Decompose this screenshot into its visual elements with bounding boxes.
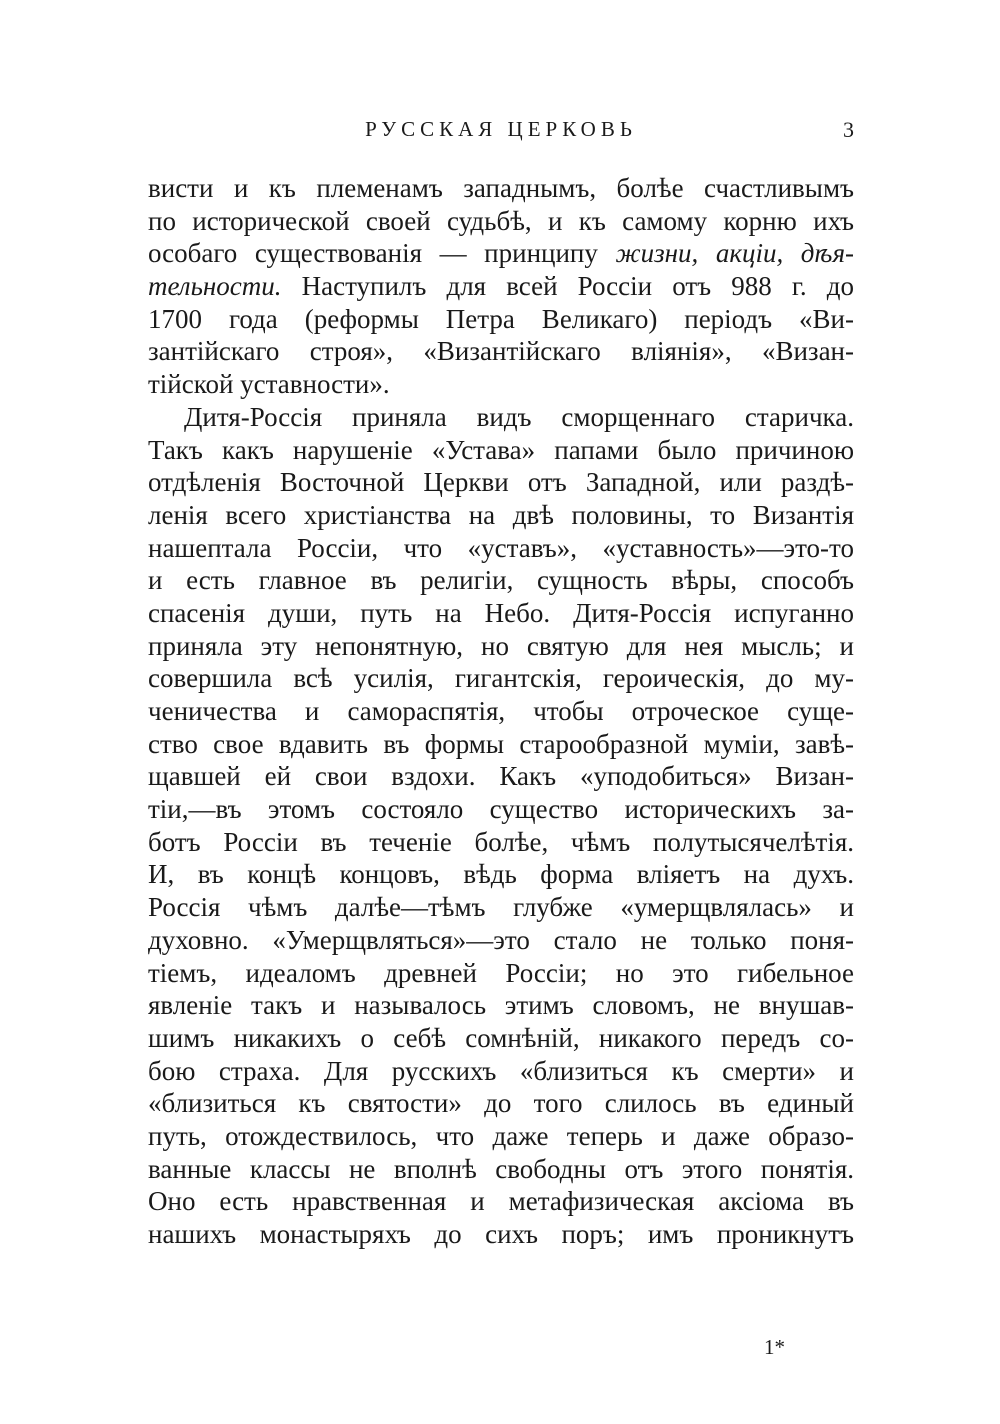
text-line: И, въ концѣ концовъ, вѣдь форма вліяетъ на духъ. — [148, 859, 854, 890]
text-line: ленія всего христіанства на двѣ половины, то Византія — [148, 499, 854, 530]
text-line-plain: Наступилъ для всей Россіи отъ 988 г. до — [281, 271, 854, 302]
text-line-italic: жизни, акціи, дѣя- — [615, 238, 854, 269]
text-line: Такъ какъ нарушеніе «Устава» папами было причиною — [148, 434, 854, 465]
text-line: тіи,—въ этомъ состояло существо историческихъ за- — [148, 794, 854, 825]
text-line: тійской уставности». — [148, 369, 390, 400]
text-line — [148, 270, 854, 303]
text-line: духовно. «Умерщвляться»—это стало не только поня- — [148, 924, 854, 955]
text-line: шимъ никакихъ о себѣ сомнѣній, никакого передъ со- — [148, 1022, 854, 1053]
text-line: 1700 года (реформы Петра Великаго) періодъ «Ви- — [148, 303, 854, 334]
text-line: путь, отождествилось, что даже теперь и даже образо- — [148, 1120, 854, 1151]
signature-mark: 1* — [764, 1335, 785, 1359]
text-line: по исторической своей судьбѣ, и къ самому корню ихъ — [148, 205, 854, 236]
text-line: бою страха. Для русскихъ «близиться къ смерти» и — [148, 1055, 854, 1086]
body-text — [148, 172, 854, 1251]
text-line: ботъ Россіи въ теченіе болѣе, чѣмъ полутысячелѣтія. — [148, 826, 854, 857]
text-line: тіемъ, идеаломъ древней Россіи; но это гибельное — [148, 957, 854, 988]
text-line: отдѣленія Восточной Церкви отъ Западной, или раздѣ- — [148, 467, 854, 498]
text-line: ченичества и самораспятія, чтобы отроческое суще- — [148, 696, 854, 726]
text-line: нашептала Россіи, что «уставъ», «уставность»—это-то — [148, 532, 854, 563]
text-line — [148, 237, 854, 270]
paragraph-first-line: Дитя-Россія приняла видъ сморщеннаго старичка. — [184, 401, 854, 432]
running-head — [148, 117, 854, 147]
text-line: зантійскаго строя», «Византійскаго вліянія», «Визан- — [148, 336, 854, 367]
text-line: и есть главное въ религіи, сущность вѣры, способъ — [148, 565, 854, 596]
text-line: Оно есть нравственная и метафизическая аксіома въ — [148, 1186, 854, 1217]
text-line: приняла эту непонятную, но святую для нея мысль; и — [148, 630, 854, 661]
text-line: Россія чѣмъ далѣе—тѣмъ глубже «умерщвлялась» и — [148, 892, 854, 923]
text-line: нашихъ монастыряхъ до сихъ поръ; имъ проникнутъ — [148, 1219, 854, 1249]
text-line: спасенія души, путь на Небо. Дитя-Россія испуганно — [148, 597, 854, 628]
text-line-plain: особаго существованія — принципу — [148, 238, 616, 269]
text-line: ство свое вдавить въ формы старообразной муміи, завѣ- — [148, 728, 854, 759]
text-line: явленіе такъ и называлось этимъ словомъ, не внушав- — [148, 990, 854, 1021]
page-number: 3 — [843, 117, 854, 142]
text-line-italic: тельности. — [148, 271, 282, 302]
text-line: ванные классы не вполнѣ свободны отъ этого понятія. — [148, 1153, 854, 1184]
text-line: совершила всѣ усилія, гигантскія, героическія, до му- — [148, 663, 854, 694]
text-line: «близиться къ святости» до того слилось въ единый — [148, 1088, 854, 1119]
text-line: щавшей ей свои вздохи. Какъ «уподобиться» Визан- — [148, 761, 854, 792]
running-title: РУССКАЯ ЦЕРКОВЬ — [365, 117, 637, 141]
text-line: висти и къ племенамъ западнымъ, болѣе счастливымъ — [148, 173, 854, 203]
